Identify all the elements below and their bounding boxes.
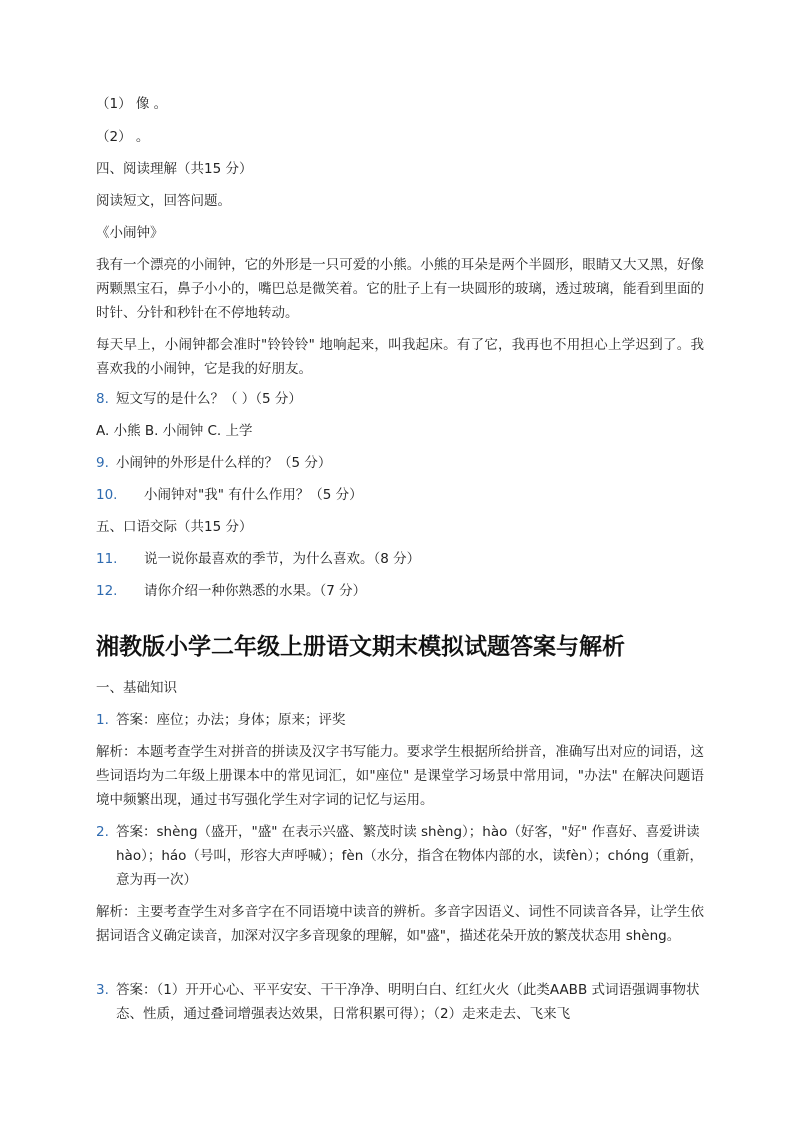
question-9-text: 小闹钟的外形是什么样的？（5 分） [116,455,332,471]
question-12-number: 12. [96,583,118,599]
question-8-number: 8. [96,391,109,407]
question-9-number: 9. [96,455,109,471]
question-11 [96,547,706,571]
question-9 [96,451,706,475]
question-8 [96,387,706,411]
fill-blank-2: （2） 。 [96,129,150,145]
answer-2-number: 2. [96,824,109,840]
question-12 [96,579,706,603]
question-8-text: 短文写的是什么？（ ）（5 分） [116,391,302,407]
answer-1-analysis: 解析：本题考查学生对拼音的拼读及汉字书写能力。要求学生根据所给拼音，准确写出对应的词语，这些词语均为二年级上册课本中的常见词汇，如"座位" 是课堂学习场景中常用词，"办法" 在解决问题语境中频繁出现，通过书写强化学生对字词的记忆与运用。 [96,744,704,808]
answers-section-1-title: 一、基础知识 [96,680,177,696]
question-10-text: 小闹钟对"我" 有什么作用？（5 分） [144,487,363,503]
answer-3-number: 3. [96,982,109,998]
question-12-text: 请你介绍一种你熟悉的水果。（7 分） [144,583,367,599]
answer-2 [96,820,716,892]
answer-3 [96,978,716,1026]
question-11-number: 11. [96,551,118,567]
question-10-number: 10. [96,487,118,503]
question-10 [96,483,706,507]
question-8-options: A. 小熊 B. 小闹钟 C. 上学 [96,423,253,439]
passage-title: 《小闹钟》 [96,225,164,241]
answer-1 [96,708,716,732]
question-11-text: 说一说你最喜欢的季节，为什么喜欢。（8 分） [144,551,421,567]
answer-2-analysis: 解析：主要考查学生对多音字在不同语境中读音的辨析。多音字因语义、词性不同读音各异，让学生依据词语含义确定读音，加深对汉字多音现象的理解，如"盛"，描述花朵开放的繁茂状态用 shèng。 [96,904,704,944]
passage-paragraph-2: 每天早上，小闹钟都会准时"铃铃铃" 地响起来，叫我起床。有了它，我再也不用担心上学迟到了。我喜欢我的小闹钟，它是我的好朋友。 [96,337,704,377]
answer-3-text: 答案：（1）开开心心、平平安安、干干净净、明明白白、红红火火（此类AABB 式词语强调事物状态、性质，通过叠词增强表达效果，日常积累可得）；（2）走来走去、飞来飞 [116,982,700,1022]
answer-1-text: 答案：座位；办法；身体；原来；评奖 [116,712,346,728]
answer-1-number: 1. [96,712,109,728]
fill-blank-1: （1） 像 。 [96,96,168,112]
reading-intro: 阅读短文，回答问题。 [96,193,231,209]
section-4-title: 四、阅读理解（共15 分） [96,161,253,177]
passage-paragraph-1: 我有一个漂亮的小闹钟，它的外形是一只可爱的小熊。小熊的耳朵是两个半圆形，眼睛又大又黑，好像两颗黑宝石，鼻子小小的，嘴巴总是微笑着。它的肚子上有一块圆形的玻璃，透过玻璃，能看到里面的时针、分针和秒针在不停地转动。 [96,257,704,321]
answer-2-text: 答案：shèng（盛开，"盛" 在表示兴盛、繁茂时读 shèng）；hào（好客，"好" 作喜好、喜爱讲读 hào）；háo（号叫，形容大声呼喊）；fèn（水分，指含在物体内部的水，读fèn）；chóng（重新，意为再一次） [116,824,704,888]
section-5-title: 五、口语交际（共15 分） [96,519,253,535]
answers-heading: 湘教版小学二年级上册语文期末模拟试题答案与解析 [96,634,625,660]
